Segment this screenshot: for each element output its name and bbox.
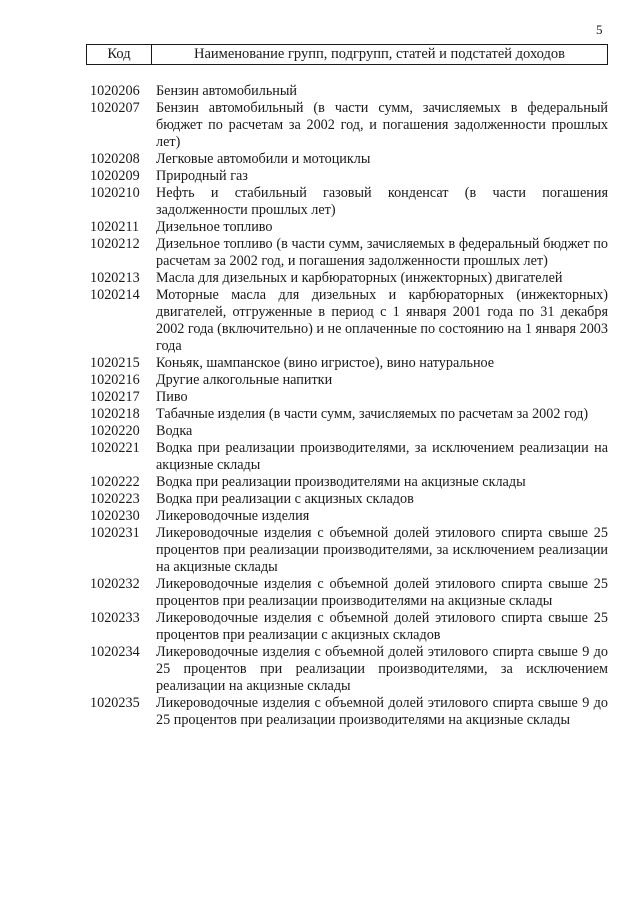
row-name: Другие алкогольные напитки (156, 372, 333, 388)
row-name: Водка при реализации производителями на акцизные склады (156, 474, 526, 490)
row-code: 1020222 (90, 474, 140, 490)
row-name: Пиво (156, 389, 188, 405)
row-code: 1020218 (90, 406, 140, 422)
row-name: Моторные масла для дизельных и карбюраторных (инжекторных) двигателей, отгруженные в период с 1 января 2001 года по 31 декабря 2002 года (включительно) и не оплаченные по состоянию на 1 января 2003 года (156, 287, 608, 354)
page-number: 5 (596, 22, 603, 37)
table-row (90, 270, 608, 287)
table-row (90, 576, 608, 610)
table-row (90, 695, 608, 729)
table-header (86, 44, 608, 65)
row-name: Ликероводочные изделия с объемной долей этилового спирта свыше 9 до 25 процентов при реализации производителями на акцизные склады (156, 695, 608, 728)
table-row (90, 406, 608, 423)
row-code: 1020217 (90, 389, 140, 405)
row-name: Дизельное топливо (156, 219, 273, 235)
table-row (90, 644, 608, 695)
row-name: Табачные изделия (в части сумм, зачисляемых по расчетам за 2002 год) (156, 406, 589, 422)
row-code: 1020232 (90, 576, 140, 592)
income-code-list (90, 83, 608, 729)
row-name: Бензин автомобильный (156, 83, 298, 99)
table-row (90, 389, 608, 406)
header-code: Код (87, 45, 152, 64)
row-code: 1020211 (90, 219, 140, 235)
row-name: Природный газ (156, 168, 248, 184)
row-name: Ликероводочные изделия с объемной долей этилового спирта свыше 25 процентов при реализации производителями, за исключением реализации на акцизные склады (156, 525, 608, 575)
row-code: 1020206 (90, 83, 140, 99)
row-name: Водка при реализации с акцизных складов (156, 491, 414, 507)
row-name: Водка (156, 423, 193, 439)
table-row (90, 168, 608, 185)
row-code: 1020221 (90, 440, 140, 456)
table-row (90, 423, 608, 440)
row-code: 1020216 (90, 372, 140, 388)
table-row (90, 355, 608, 372)
row-name: Водка при реализации производителями, за исключением реализации на акцизные склады (156, 440, 608, 473)
table-row (90, 474, 608, 491)
row-code: 1020231 (90, 525, 140, 541)
row-code: 1020214 (90, 287, 140, 303)
row-name: Коньяк, шампанское (вино игристое), вино натуральное (156, 355, 495, 371)
table-row (90, 372, 608, 389)
row-name: Легковые автомобили и мотоциклы (156, 151, 371, 167)
row-name: Ликероводочные изделия (156, 508, 310, 524)
row-name: Ликероводочные изделия с объемной долей этилового спирта свыше 25 процентов при реализации с акцизных складов (156, 610, 608, 643)
table-row (90, 219, 608, 236)
row-name: Бензин автомобильный (в части сумм, зачисляемых в федеральный бюджет по расчетам за 2002 год, и погашения задолженности прошлых лет) (156, 100, 608, 150)
table-row (90, 151, 608, 168)
row-code: 1020220 (90, 423, 140, 439)
row-code: 1020213 (90, 270, 140, 286)
row-code: 1020210 (90, 185, 140, 201)
table-row (90, 100, 608, 151)
row-code: 1020234 (90, 644, 140, 660)
table-row (90, 525, 608, 576)
row-code: 1020230 (90, 508, 140, 524)
row-name: Дизельное топливо (в части сумм, зачисляемых в федеральный бюджет по расчетам за 2002 год, и погашения задолженности прошлых лет) (156, 236, 608, 269)
table-row (90, 83, 608, 100)
row-code: 1020223 (90, 491, 140, 507)
table-row (90, 508, 608, 525)
row-code: 1020208 (90, 151, 140, 167)
row-code: 1020215 (90, 355, 140, 371)
table-row (90, 440, 608, 474)
row-code: 1020233 (90, 610, 140, 626)
table-row (90, 491, 608, 508)
row-name: Нефть и стабильный газовый конденсат (в части погашения задолженности прошлых лет) (156, 185, 608, 218)
row-name: Масла для дизельных и карбюраторных (инжекторных) двигателей (156, 270, 563, 286)
table-row (90, 287, 608, 355)
row-code: 1020209 (90, 168, 140, 184)
table-row (90, 236, 608, 270)
row-code: 1020212 (90, 236, 140, 252)
table-row (90, 185, 608, 219)
row-code: 1020235 (90, 695, 140, 711)
row-name: Ликероводочные изделия с объемной долей этилового спирта свыше 25 процентов при реализации производителями на акцизные склады (156, 576, 608, 609)
row-code: 1020207 (90, 100, 140, 116)
row-name: Ликероводочные изделия с объемной долей этилового спирта свыше 9 до 25 процентов при реализации производителями, за исключением реализации на акцизные склады (156, 644, 608, 694)
header-name: Наименование групп, подгрупп, статей и подстатей доходов (194, 46, 565, 63)
table-row (90, 610, 608, 644)
